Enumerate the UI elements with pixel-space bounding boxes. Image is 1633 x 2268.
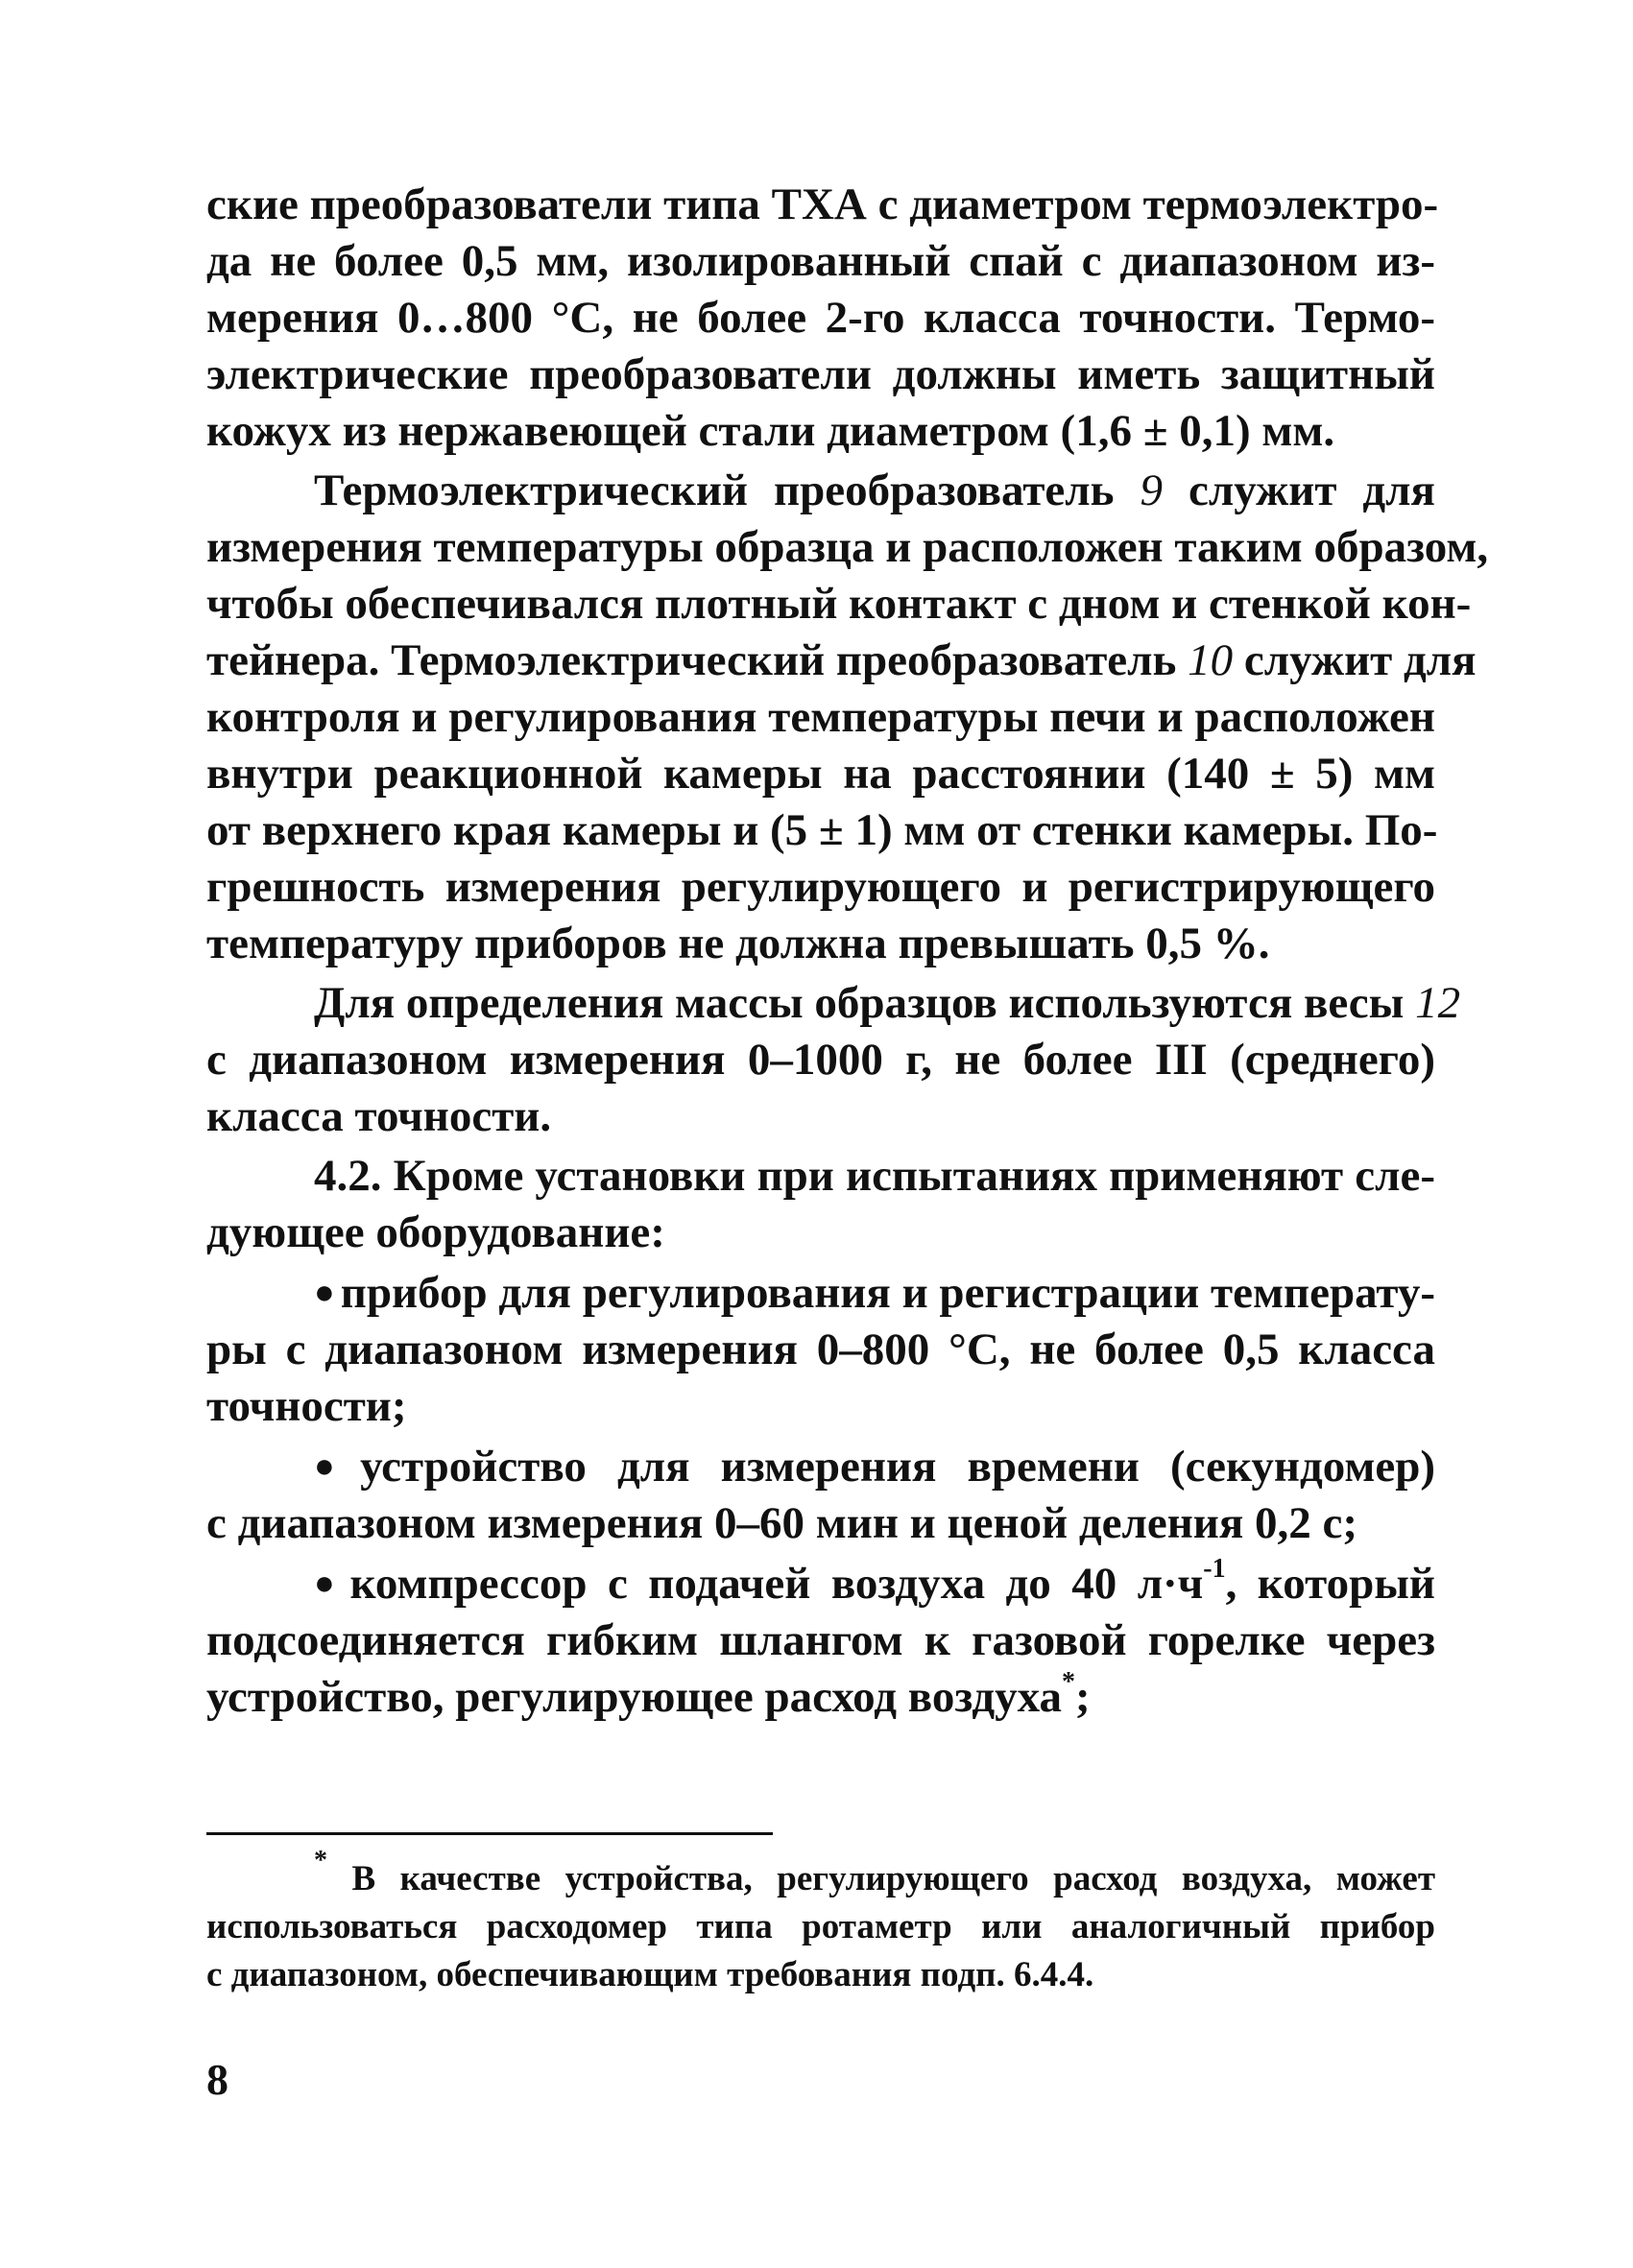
text-line: да не более 0,5 мм, изолированный спай с диапазоном из- [206, 236, 1435, 286]
footnote [206, 1846, 1435, 1999]
text-line: использоваться расходомер типа ротаметр или аналогичный прибор [206, 1907, 1435, 1946]
paragraph-3 [206, 975, 1461, 1145]
text-line [206, 1669, 1435, 1726]
bullet-item [206, 1264, 1435, 1435]
text-fragment: ; [1075, 1672, 1091, 1722]
text-fragment: тейнера. Термоэлектрический преобразователь [206, 635, 1189, 685]
text-line: от верхнего края камеры и (5 ± 1) мм от стенки камеры. По- [206, 805, 1438, 855]
paragraph-2 [206, 463, 1489, 972]
paragraph-1 [206, 177, 1439, 460]
superscript: -1 [1203, 1554, 1226, 1584]
text-line [206, 975, 1461, 1032]
footnote-divider [206, 1832, 773, 1835]
text-line: кожух из нержавеющей стали диаметром (1,6 ± 0,1) мм. [206, 406, 1335, 456]
footnote-marker: * [314, 1846, 327, 1875]
text-line: с диапазоном измерения 0–60 мин и ценой деления 0,2 с; [206, 1498, 1358, 1548]
main-text [206, 177, 1489, 1726]
text-line: измерения температуры образца и расположен таким образом, [206, 522, 1489, 572]
text-line: ры с диапазоном измерения 0–800 °С, не более 0,5 класса [206, 1325, 1435, 1374]
text-line: ские преобразователи типа ТХА с диаметром термоэлектро- [206, 179, 1439, 229]
reference-number: 12 [1415, 978, 1461, 1028]
text-fragment: Для определения массы образцов используются весы [314, 978, 1416, 1028]
paragraph-4 [206, 1148, 1435, 1261]
text-line: дующее оборудование: [206, 1207, 665, 1257]
text-line [206, 463, 1435, 519]
text-line: чтобы обеспечивался плотный контакт с дном и стенкой кон- [206, 579, 1472, 629]
text-line [206, 633, 1477, 689]
text-line: подсоединяется гибким шлангом к газовой горелке через [206, 1615, 1435, 1665]
page-number: 8 [206, 2055, 228, 2104]
bullet-item [206, 1438, 1435, 1552]
bullet-icon: ● [314, 1273, 335, 1311]
text-fragment: прибор для регулирования и регистрации температу- [340, 1268, 1435, 1318]
text-line: мерения 0…800 °С, не более 2-го класса точности. Термо- [206, 293, 1435, 343]
text-line: с диапазоном, обеспечивающим требования подп. 6.4.4. [206, 1955, 1094, 1994]
bullet-icon: ● [314, 1446, 355, 1485]
text-line: точности; [206, 1381, 407, 1431]
text-line [206, 1555, 1435, 1612]
text-line: внутри реакционной камеры на расстоянии (140 ± 5) мм [206, 749, 1435, 799]
text-line: класса точности. [206, 1091, 552, 1141]
text-line: с диапазоном измерения 0–1000 г, не более III (среднего) [206, 1035, 1435, 1085]
text-fragment: , который [1225, 1559, 1435, 1609]
text-line [206, 1264, 1435, 1322]
text-line: контроля и регулирования температуры печи и расположен [206, 692, 1435, 742]
reference-number: 10 [1188, 635, 1234, 685]
text-line [206, 1846, 1435, 1903]
bullet-item [206, 1555, 1435, 1726]
footnote-marker: * [1062, 1667, 1076, 1697]
text-fragment: компрессор с подачей воздуха до 40 л·ч [349, 1559, 1204, 1609]
text-line: электрические преобразователи должны иметь защитный [206, 349, 1435, 399]
text-fragment: В качестве устройства, регулирующего расход воздуха, может [327, 1859, 1435, 1898]
text-fragment: служит для [1233, 635, 1477, 685]
text-fragment: устройство, регулирующее расход воздуха [206, 1672, 1063, 1722]
reference-number: 9 [1140, 466, 1164, 515]
text-fragment: устройство для измерения времени (секундомер) [360, 1442, 1436, 1492]
bullet-icon: ● [314, 1564, 345, 1602]
text-line: грешность измерения регулирующего и регистрирующего [206, 862, 1435, 912]
text-line [206, 1438, 1435, 1495]
text-fragment: Термоэлектрический преобразователь [314, 466, 1141, 515]
text-line: температуру приборов не должна превышать 0,5 %. [206, 919, 1270, 968]
text-fragment: служит для [1163, 466, 1435, 515]
text-line: 4.2. Кроме установки при испытаниях применяют сле- [314, 1151, 1435, 1201]
